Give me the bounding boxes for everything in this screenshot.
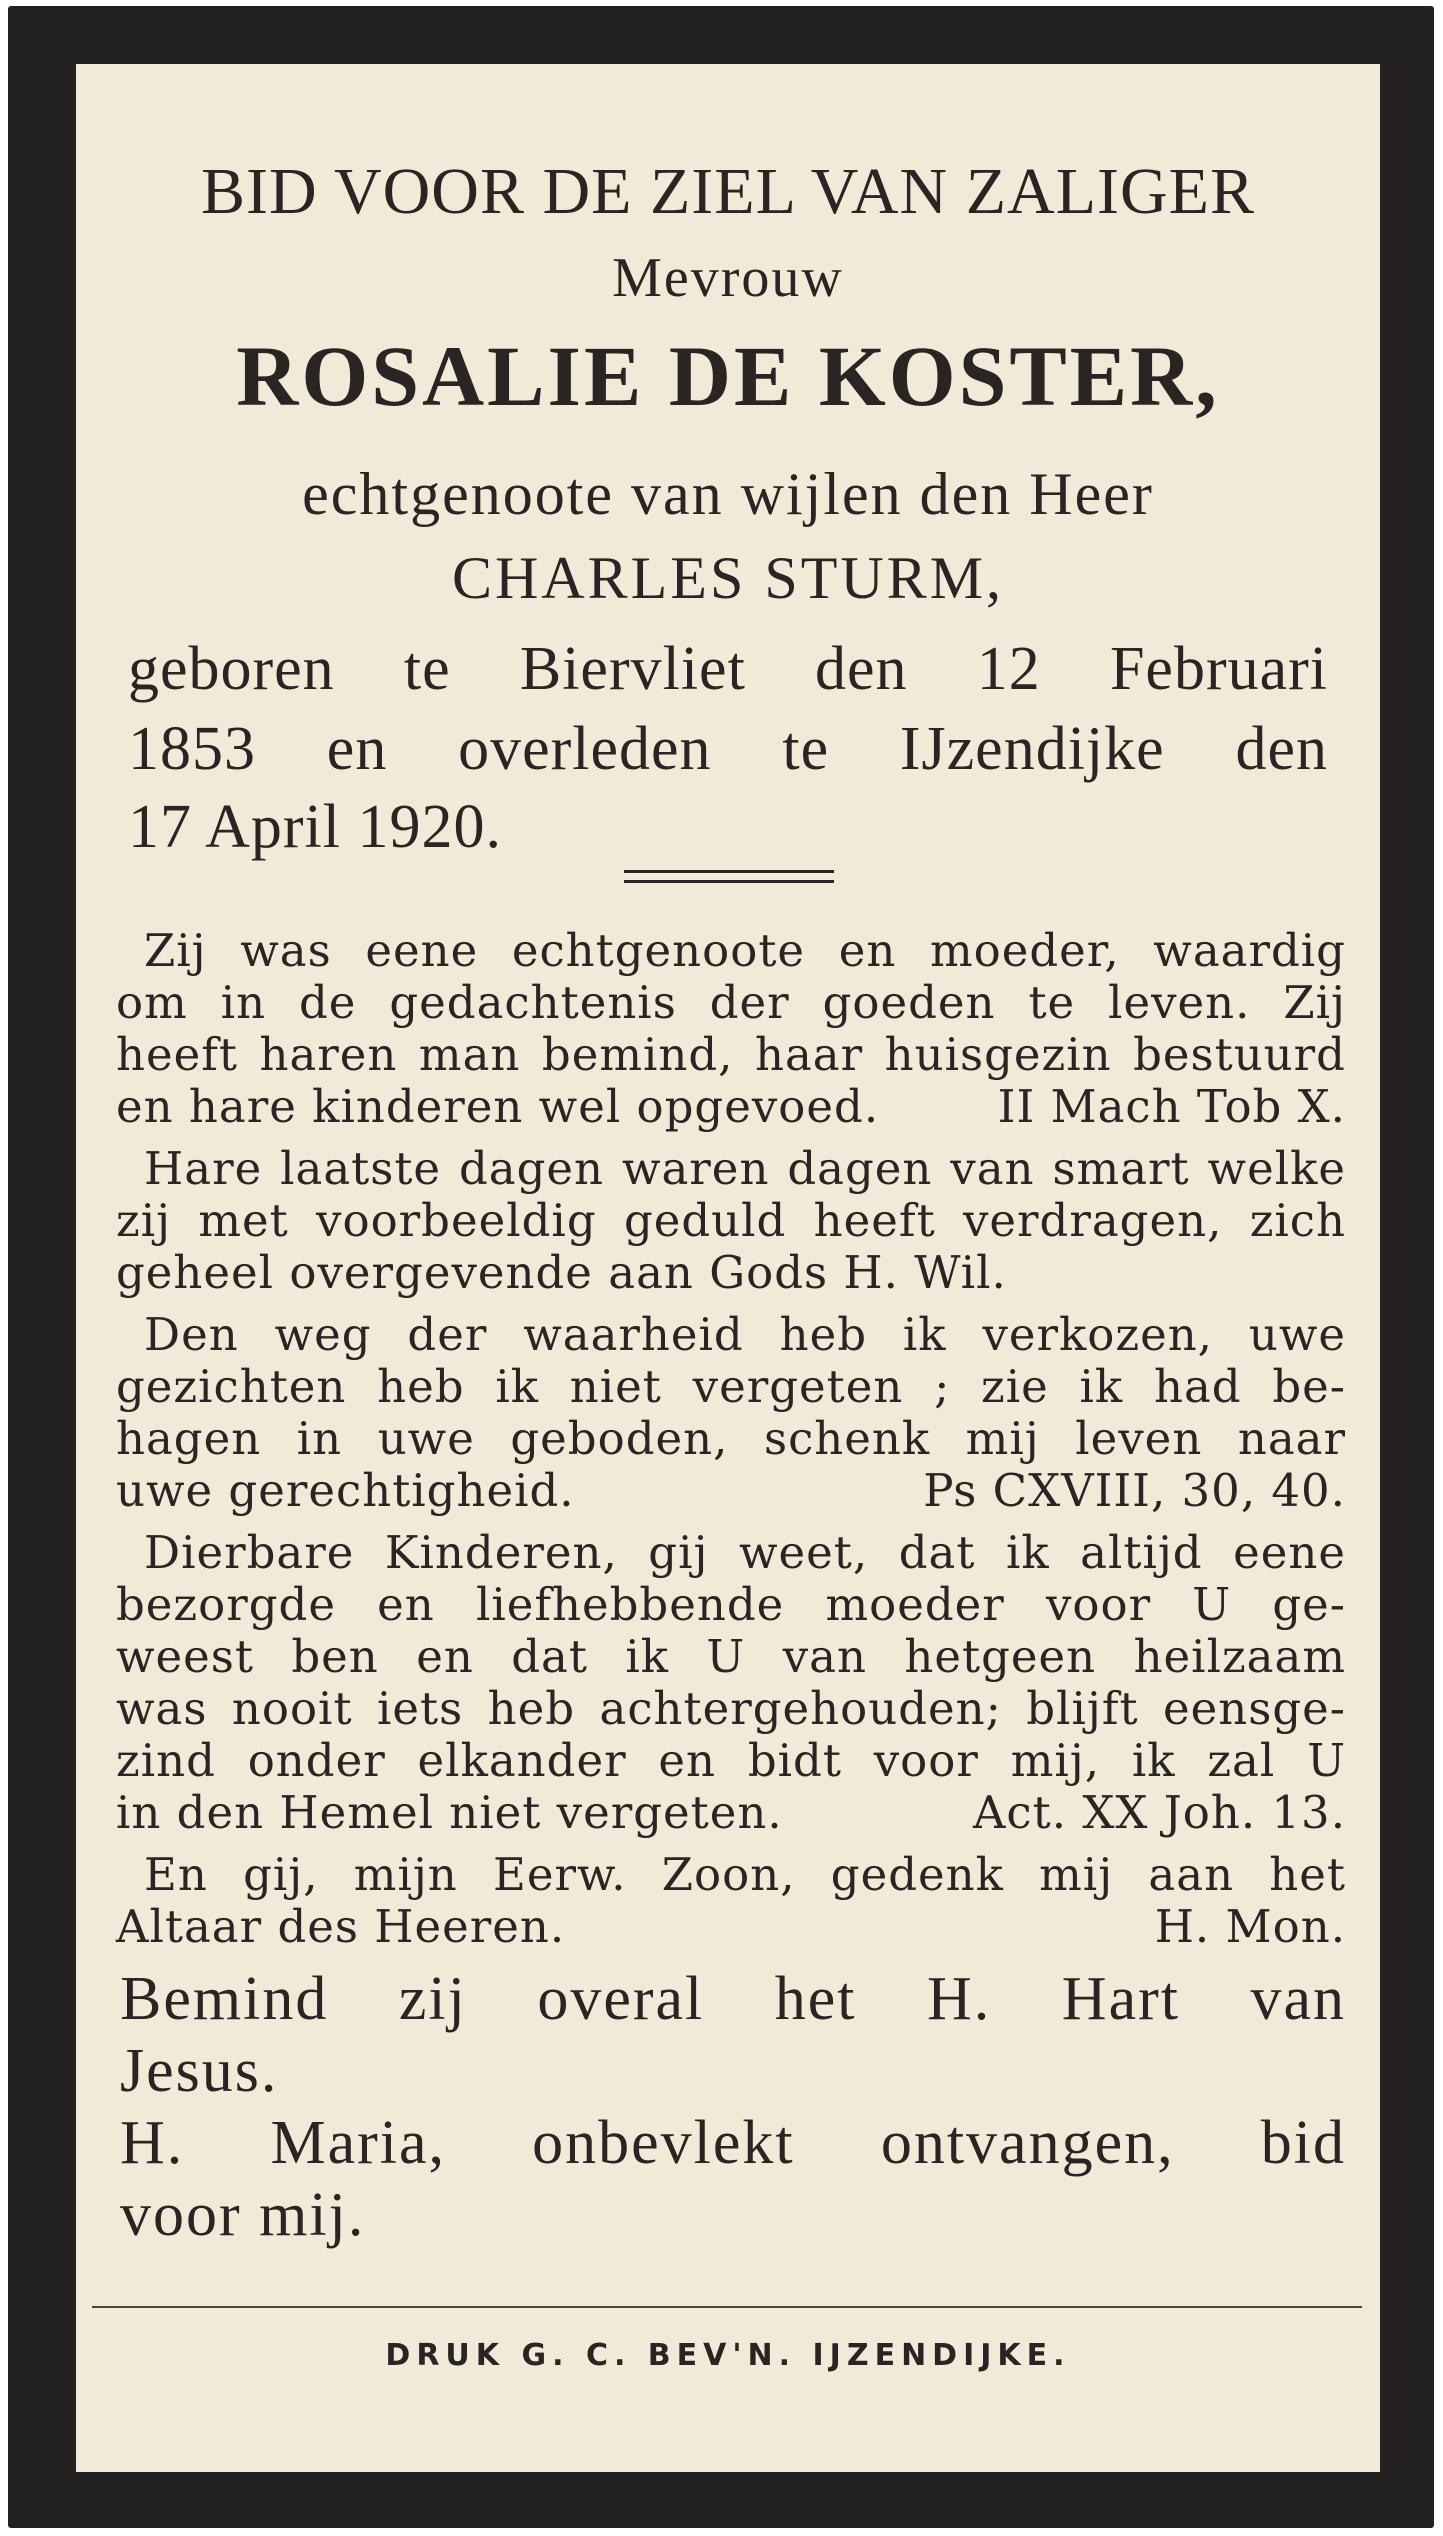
paragraph-2-line-1: Hare laatste dagen waren dagen van smart welke xyxy=(144,1142,1346,1195)
paragraph-1-last-text: en hare kinderen wel opgevoed. xyxy=(116,1080,880,1133)
paragraph-5-reference: H. Mon. xyxy=(1154,1900,1346,1953)
closing-line-3: H. Maria, onbevlekt ontvangen, bid xyxy=(120,2109,1346,2177)
paragraph-1-line-3: heeft haren man bemind, haar huisgezin bestuurd xyxy=(116,1028,1346,1081)
paragraph-4-line-1: Dierbare Kinderen, gij weet, dat ik altijd eene xyxy=(144,1526,1346,1579)
paragraph-1-line-1: Zij was eene echtgenoote en moeder, waardig xyxy=(144,924,1346,977)
paragraph-1-reference: II Mach Tob X. xyxy=(997,1080,1346,1133)
paragraph-4-last-text: in den Hemel niet vergeten. xyxy=(116,1786,783,1839)
paragraph-3-line-3: hagen in uwe geboden, schenk mij leven naar xyxy=(116,1412,1346,1465)
paragraph-3-last-text: uwe gerechtigheid. xyxy=(116,1464,575,1517)
bottom-rule xyxy=(92,2306,1362,2308)
birth-death-line-2: 1853 en overleden te IJzendijke den xyxy=(128,715,1328,783)
paragraph-3-reference: Ps CXVIII, 30, 40. xyxy=(923,1464,1346,1517)
paragraph-1-line-4 xyxy=(116,1080,1346,1133)
paragraph-5-line-1: En gij, mijn Eerw. Zoon, gedenk mij aan het xyxy=(144,1848,1346,1901)
birth-death-line-3: 17 April 1920. xyxy=(128,793,502,861)
paragraph-5-last-text: Altaar des Heeren. xyxy=(116,1900,566,1953)
husband-name: CHARLES STURM, xyxy=(451,545,1005,611)
paragraph-4-line-2: bezorgde en liefhebbende moeder voor U ge- xyxy=(116,1578,1346,1631)
birth-death-line-1: geboren te Biervliet den 12 Februari xyxy=(128,635,1328,703)
paragraph-4-line-4: was nooit iets heb achtergehouden; blijft eensge- xyxy=(116,1682,1346,1735)
double-rule-bottom xyxy=(624,880,834,883)
paragraph-2-line-2: zij met voorbeeldig geduld heeft verdragen, zich xyxy=(116,1194,1346,1247)
deceased-name: ROSALIE DE KOSTER, xyxy=(236,328,1220,424)
closing-line-4: voor mij. xyxy=(120,2181,366,2249)
closing-line-1: Bemind zij overal het H. Hart van xyxy=(120,1965,1346,2033)
paragraph-3-line-2: gezichten heb ik niet vergeten ; zie ik had be- xyxy=(116,1360,1346,1413)
spouse-line: echtgenoote van wijlen den Heer xyxy=(302,461,1154,527)
paragraph-3-line-1: Den weg der waarheid heb ik verkozen, uwe xyxy=(144,1308,1346,1361)
memorial-card-border xyxy=(8,6,1434,2528)
honorific-title: Mevrouw xyxy=(612,247,844,309)
paragraph-3-line-4 xyxy=(116,1464,1346,1517)
paragraph-4-reference: Act. XX Joh. 13. xyxy=(972,1786,1346,1839)
paragraph-5-line-2 xyxy=(116,1900,1346,1953)
paragraph-2-line-3: geheel overgevende aan Gods H. Wil. xyxy=(116,1246,1007,1299)
paragraph-4-line-3: weest ben en dat ik U van hetgeen heilzaam xyxy=(116,1630,1346,1683)
prayer-line: BID VOOR DE ZIEL VAN ZALIGER xyxy=(201,155,1255,228)
memorial-card-paper xyxy=(76,64,1380,2472)
printer-imprint: DRUK G. C. BEV'N. IJZENDIJKE. xyxy=(385,2338,1071,2373)
paragraph-4-line-6 xyxy=(116,1786,1346,1839)
paragraph-4-line-5: zind onder elkander en bidt voor mij, ik zal U xyxy=(116,1734,1346,1787)
closing-line-2: Jesus. xyxy=(120,2037,279,2105)
double-rule-top xyxy=(624,870,834,873)
paragraph-1-line-2: om in de gedachtenis der goeden te leven. Zij xyxy=(116,976,1346,1029)
